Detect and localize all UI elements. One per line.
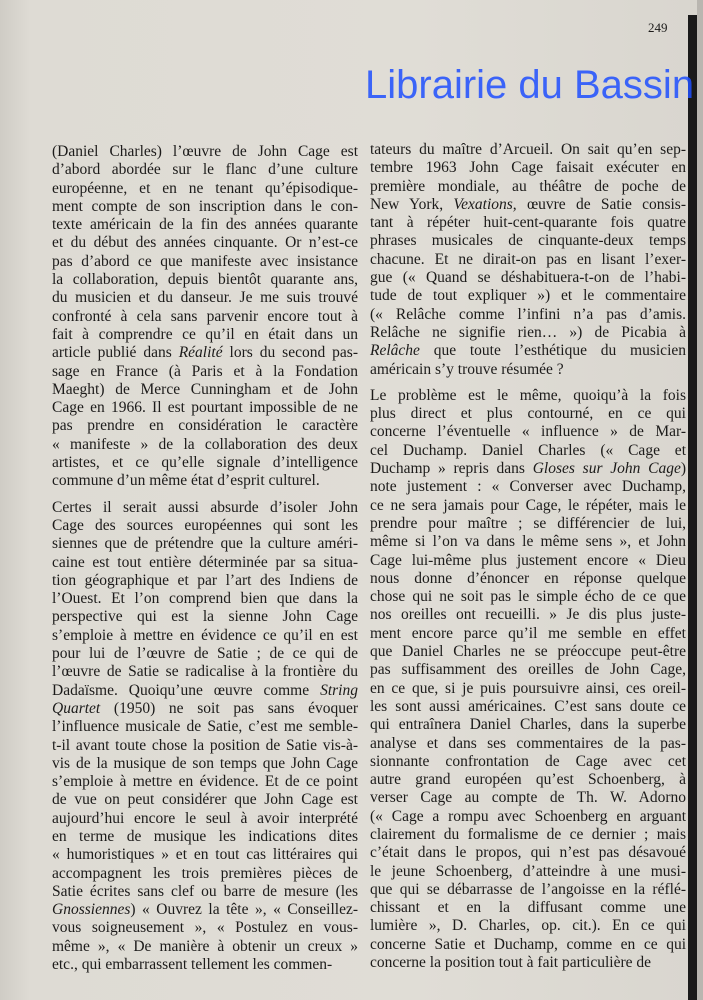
text-line: (Daniel Charles) l’œuvre de John Cage est	[52, 143, 358, 160]
text-line: Certes il serait aussi absurde d’isoler John	[52, 498, 358, 516]
text-line: que qui se débarrasse de l’angoisse en la réflé-	[370, 880, 686, 898]
text-line: commune d’un même état d’esprit culturel.	[52, 472, 320, 490]
text-line: concerne la position tout à fait particulière de	[370, 954, 652, 972]
text-line: lumière », D. Charles, op. cit.). En ce qui	[370, 917, 686, 935]
text-line: du musicien et du danseur. Je me suis trouvé	[52, 289, 358, 307]
text-line: Relâche ne signifie rien… ») de Picabia à	[370, 323, 686, 341]
text-line: gue (« Quand se déshabituera-t-on de l’habi-	[370, 269, 686, 287]
paragraph	[52, 499, 358, 975]
text-line: en ce que, si je puis poursuivre ainsi, ces oreil-	[370, 679, 686, 697]
text-line: sage en France (à Paris et à la Fondation	[52, 362, 358, 380]
text-line: « humoristiques » et en tout cas littéraires qui	[52, 846, 358, 864]
text-line: fait à comprendre ce qu’il en était dans un	[52, 325, 358, 343]
text-line: chose qui ne soit pas le simple écho de ce que	[370, 588, 686, 606]
text-line: note justement : « Converser avec Duchamp,	[370, 478, 686, 496]
text-line: tembre 1963 John Cage faisait exécuter en	[370, 159, 686, 177]
text-line: tateurs du maître d’Arcueil. On sait qu’en sep-	[370, 141, 686, 158]
text-line: pas d’abord ce que manifeste avec insistance	[52, 252, 358, 270]
text-line: autre grand européen qu’est Schoenberg, à	[370, 771, 686, 789]
text-line: qui entraînera Daniel Charles, dans la superbe	[370, 716, 686, 734]
text-line: concerne l’éventuelle « influence » de Mar-	[370, 423, 686, 441]
text-line: première mondiale, au théâtre de poche de	[370, 177, 686, 195]
text-line: artistes, et ce qu’elle signale d’intelligence	[52, 454, 358, 472]
text-line: nous donne d’énoncer en réponse quelque	[370, 569, 686, 587]
paragraph	[370, 141, 686, 379]
text-line: perspective qui est la sienne John Cage	[52, 608, 358, 626]
text-line: s’emploie à mettre en évidence ce qu’il en est	[52, 626, 358, 644]
text-line: tion géographique et par l’art des Indiens de	[52, 571, 358, 589]
page-edge	[688, 15, 697, 1000]
text-line: Quartet (1950) ne soit pas sans évoquer	[52, 699, 358, 717]
text-line: ment compte de son inscription dans le con-	[52, 197, 358, 215]
text-line: européenne, et en ne tenant qu’épisodique-	[52, 179, 358, 197]
text-line: cel Duchamp. Daniel Charles (« Cage et	[370, 441, 686, 459]
text-line: « manifeste » de la collaboration des deux	[52, 435, 358, 453]
paragraph	[370, 387, 686, 973]
text-line: accompagnent les trois premières pièces de	[52, 864, 358, 882]
text-line: le jeune Schoenberg, d’atteindre à une musi-	[370, 862, 686, 880]
text-line: texte américain de la fin des années quarante	[52, 216, 358, 234]
watermark: Librairie du Bassin	[365, 63, 695, 107]
text-line: siennes que de prétendre que la culture améri-	[52, 535, 358, 553]
text-line: tant à répéter huit-cent-quarante fois quatre	[370, 214, 686, 232]
text-line: l’œuvre de Satie se radicalise à la frontière du	[52, 663, 358, 681]
text-line: que Daniel Charles ne se préoccupe peut-être	[370, 643, 686, 661]
text-line: New York, Vexations, œuvre de Satie consis-	[370, 195, 686, 213]
text-line: article publié dans Réalité lors du second pas-	[52, 344, 358, 362]
text-line: et du début des années cinquante. Or n’est-ce	[52, 234, 358, 252]
text-line: concerne Satie et Duchamp, comme en ce qui	[370, 935, 686, 953]
text-line: l’influence musicale de Satie, c’est me semble-	[52, 718, 358, 736]
text-line: nos oreilles ont recueilli. » Je dis plus juste-	[370, 606, 686, 624]
text-line: pour lui de l’œuvre de Satie ; de ce qui de	[52, 645, 358, 663]
text-line: les sont aussi américaines. C’est sans doute ce	[370, 697, 686, 715]
text-line: prendre pour maître ; se différencier de lui,	[370, 514, 686, 532]
text-line: pas prendre en considération le caractère	[52, 417, 358, 435]
text-line: Satie écrites sans clef ou barre de mesure (les	[52, 882, 358, 900]
text-line: la collaboration, depuis bientôt quarante ans,	[52, 271, 358, 289]
text-line: de vue on peut considérer que John Cage est	[52, 791, 358, 809]
paragraph	[52, 143, 358, 491]
text-line: confronté à cela sans parvenir encore tout à	[52, 307, 358, 325]
text-line: s’emploie à mettre en évidence. Et de ce point	[52, 773, 358, 791]
text-line: chissant et en la diffusant comme une	[370, 899, 686, 917]
text-line: clairement du formalisme de ce dernier ; mais	[370, 825, 686, 843]
text-line: verser Cage au compte de Th. W. Adorno	[370, 789, 686, 807]
text-line: même si l’on va dans le même sens », et John	[370, 533, 686, 551]
text-line: Cage des sources européennes qui sont les	[52, 516, 358, 534]
text-line: l’Ouest. Et l’on comprend bien que dans la	[52, 590, 358, 608]
text-line: sionnante confrontation de Cage avec cet	[370, 752, 686, 770]
text-line: Relâche que toute l’esthétique du musicien	[370, 342, 686, 360]
text-line: plus direct et plus contourné, en ce qui	[370, 405, 686, 423]
text-line: américain s’y trouve résumée ?	[370, 360, 564, 378]
text-line: même », « De manière à obtenir un creux »	[52, 937, 358, 955]
text-line: Duchamp » repris dans Gloses sur John Cage)	[370, 460, 686, 478]
right-column	[370, 141, 686, 980]
text-line: c’était dans le propos, qui n’est pas désavoué	[370, 844, 686, 862]
text-line: en terme de musique les indications dites	[52, 827, 358, 845]
text-line: Le problème est le même, quoiqu’à la fois	[370, 386, 686, 404]
text-line: Cage lui-même plus justement encore « Dieu	[370, 551, 686, 569]
text-line: ce ne sera jamais pour Cage, le répéter, mais le	[370, 496, 686, 514]
text-line: vous soigneusement », « Postulez en vous-	[52, 919, 358, 937]
text-line: Cage en 1966. Il est pourtant impossible de ne	[52, 399, 358, 417]
text-line: (« Cage a rompu avec Schoenberg en arguant	[370, 807, 686, 825]
text-line: caine est tout entière déterminée par sa situa-	[52, 553, 358, 571]
text-line: d’abord abordée sur le flanc d’une culture	[52, 161, 358, 179]
text-line: tude de tout expliquer ») et le commentaire	[370, 287, 686, 305]
page-number: 249	[648, 20, 668, 35]
text-line: ment encore parce qu’il me semble en effet	[370, 624, 686, 642]
background-edge	[697, 0, 703, 1000]
text-line: pas suffisamment des oreilles de John Cage,	[370, 661, 686, 679]
text-line: Dadaïsme. Quoiqu’une œuvre comme String	[52, 681, 358, 699]
text-line: analyse et dans ses commentaires de la pas-	[370, 734, 686, 752]
text-line: Maeght) de Merce Cunningham et de John	[52, 380, 358, 398]
text-line: vis de la musique de son temps que John Cage	[52, 754, 358, 772]
text-line: etc., qui embarrassent tellement les commen-	[52, 956, 333, 974]
text-line: chacune. Et ne dirait-on pas en lisant l’exer-	[370, 250, 686, 268]
text-line: aujourd’hui encore le seul à avoir interprété	[52, 809, 358, 827]
text-line: (« Relâche comme l’infini n’a pas d’amis.	[370, 305, 686, 323]
left-column	[52, 143, 358, 982]
text-line: phrases musicales de cinquante-deux temps	[370, 232, 686, 250]
text-line: Gnossiennes) « Ouvrez la tête », « Conseillez-	[52, 901, 358, 919]
text-line: t-il avant toute chose la position de Satie vis-à-	[52, 736, 358, 754]
